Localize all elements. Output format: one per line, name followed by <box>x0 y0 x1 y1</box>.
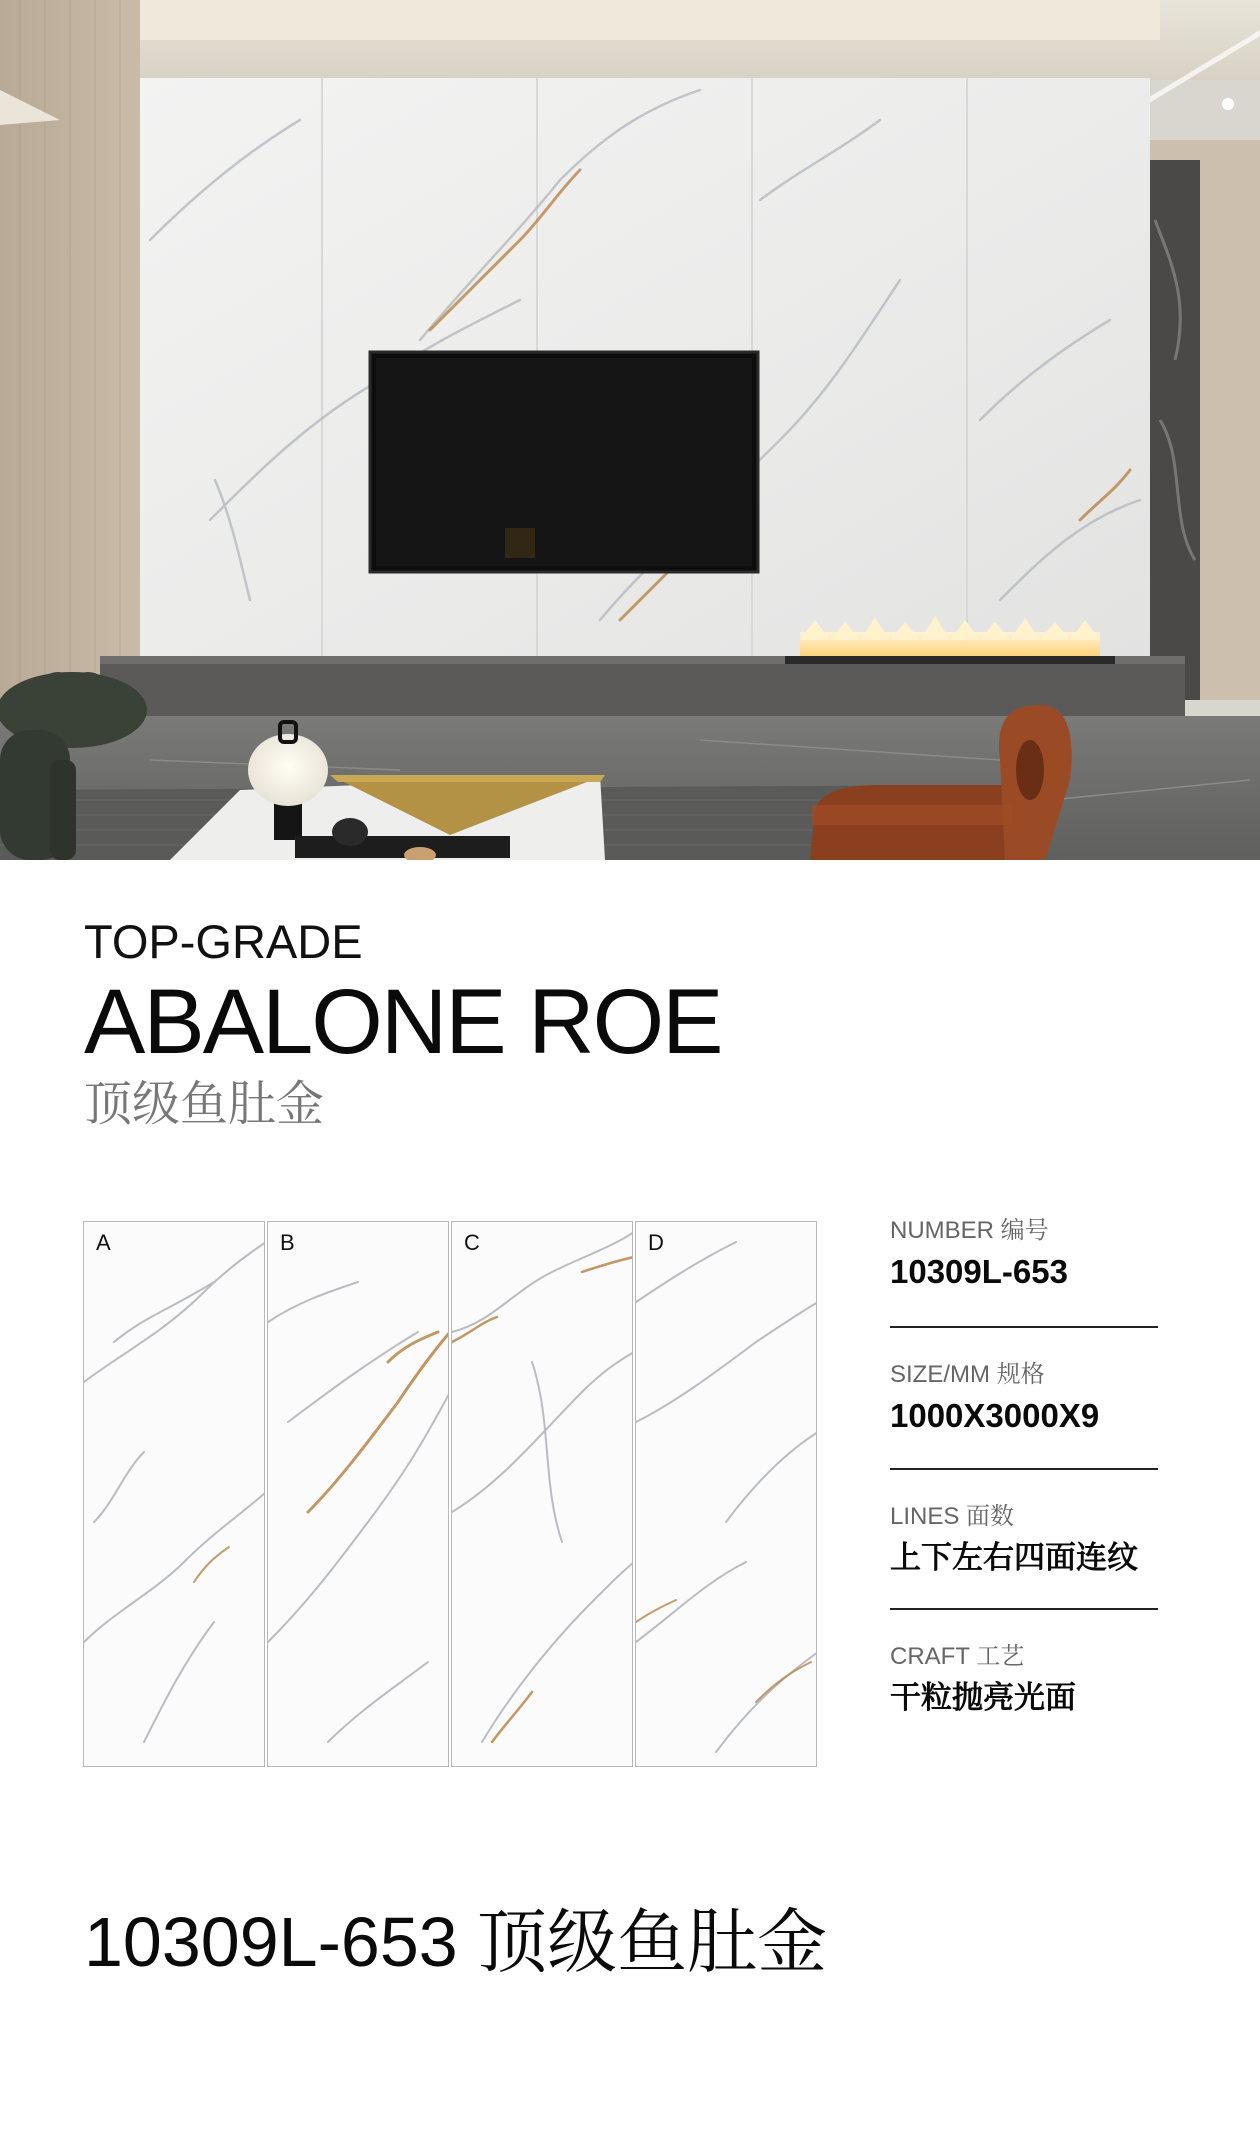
spec-list <box>890 1216 1160 1720</box>
spec-craft <box>890 1642 1160 1720</box>
title-subtitle: TOP-GRADE <box>84 915 363 968</box>
hero-room-image <box>0 0 1260 860</box>
title-block <box>84 916 722 1132</box>
title-chinese: 顶级鱼肚金 <box>84 1076 325 1132</box>
panel-label-c: C <box>464 1230 480 1255</box>
panel-label-d: D <box>648 1230 664 1255</box>
marble-texture-a <box>84 1222 265 1767</box>
panel-d <box>635 1221 817 1767</box>
panel-c <box>451 1221 633 1767</box>
spec-divider <box>890 1326 1158 1328</box>
spec-number-value: 10309L-653 <box>890 1253 1068 1290</box>
spec-divider <box>890 1468 1158 1470</box>
spec-size-key: SIZE/MM 规格 <box>890 1361 1045 1388</box>
spec-size-value: 1000X3000X9 <box>890 1397 1100 1434</box>
marble-texture-d <box>636 1222 817 1767</box>
spec-number <box>890 1216 1160 1294</box>
spec-craft-key: CRAFT 工艺 <box>890 1643 1025 1670</box>
spec-lines <box>890 1502 1160 1580</box>
title-main: ABALONE ROE <box>84 971 722 1073</box>
spec-divider <box>890 1608 1158 1610</box>
marble-texture-b <box>268 1222 449 1767</box>
panel-label-a: A <box>96 1230 111 1255</box>
room-scene-illustration <box>0 0 1260 860</box>
panel-label-b: B <box>280 1230 295 1255</box>
marble-texture-c <box>452 1222 633 1767</box>
spec-size <box>890 1360 1160 1438</box>
panel-b <box>267 1221 449 1767</box>
spec-craft-value: 干粒抛亮光面 <box>890 1680 1076 1716</box>
panel-a <box>83 1221 265 1767</box>
marble-panels <box>83 1221 819 1767</box>
bottom-product-title: 10309L-653 顶级鱼肚金 <box>84 1903 828 1981</box>
spec-lines-value: 上下左右四面连纹 <box>890 1540 1138 1576</box>
spec-lines-key: LINES 面数 <box>890 1503 1015 1530</box>
spec-number-key: NUMBER 编号 <box>890 1217 1049 1244</box>
